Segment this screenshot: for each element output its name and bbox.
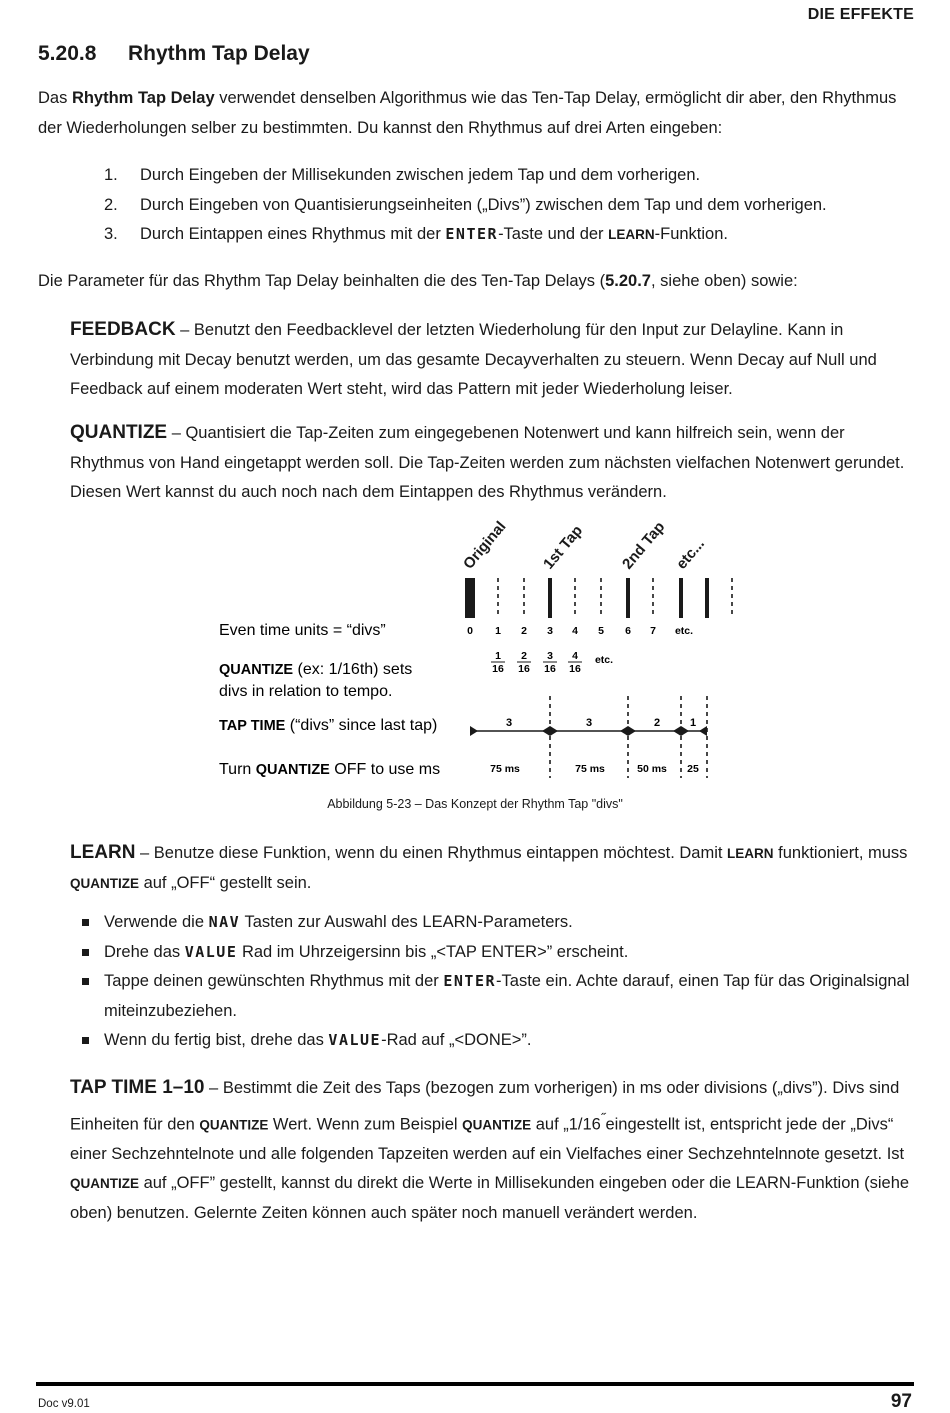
- arrow-head: [681, 726, 689, 736]
- section-number: 5.20.8: [38, 42, 97, 65]
- quantize-paragraph: [70, 418, 915, 508]
- item-text: Wenn du fertig bist, drehe das: [104, 1031, 329, 1049]
- item-text: Rad im Uhrzeigersinn bis „<TAP ENTER>” erscheint.: [237, 942, 629, 961]
- row-label-quantize-line2: divs in relation to tempo.: [219, 683, 393, 700]
- item-text: Tappe deinen gewünschten Rhythmus mit der: [104, 972, 444, 990]
- row-label-taptime: TAP TIME (“divs” since last tap): [219, 717, 438, 734]
- nav-key-label: NAV: [208, 913, 241, 931]
- ms-value: 50 ms: [637, 763, 667, 775]
- arrow-head: [628, 726, 636, 736]
- quantize-label: QUANTIZE: [462, 1117, 532, 1132]
- item-text: Durch Eingeben der Millisekunden zwischen jedem Tap und dem vorherigen.: [140, 166, 701, 184]
- tap-time-value: 1: [689, 717, 697, 729]
- tick-label: etc.: [674, 625, 694, 637]
- tap-pulse: [626, 578, 630, 618]
- taptime-text: eingestellt ist, entspricht jede der „Divs“ einer Sechzehntelnote und alle folgenden Tapzeiten werden auf ein Vielfaches einer Sechzehntelnnote gesetzt. Ist: [70, 1115, 905, 1163]
- item-number: 3.: [104, 225, 118, 243]
- feedback-description: – Benutzt den Feedbacklevel der letzten Wiederholung für den Input zur Delayline. Kann in Verbindung mit Decay benutzt werden, um das gesamte Decayverhalten zu steuern. Wenn Decay auf Null und Feedback auf einem moderaten Wert steht, wird das Pattern mit jeder Wiederholung leiser.: [70, 321, 877, 398]
- learn-text: – Benutze diese Funktion, wenn du einen Rhythmus eintappen möchtest. Damit: [135, 844, 728, 862]
- taptime-text: Wert. Wenn zum Beispiel: [268, 1115, 463, 1133]
- learn-label: LEARN: [727, 846, 774, 861]
- label-original: Original: [460, 518, 510, 573]
- params-intro-text: Die Parameter für das Rhythm Tap Delay beinhalten die des Ten-Tap Delays (: [38, 272, 606, 290]
- fraction-numerator: 3: [547, 650, 553, 662]
- feedback-param-name: FEEDBACK: [70, 319, 176, 340]
- ms-value: 25: [687, 763, 699, 775]
- enter-key-label: ENTER: [445, 225, 499, 243]
- item-number: 2.: [104, 195, 118, 214]
- tap-pulse: [705, 578, 709, 618]
- quantize-label: QUANTIZE: [70, 875, 139, 891]
- arrow-head: [699, 726, 707, 736]
- fraction-denominator: 16: [544, 663, 556, 675]
- learn-text: auf „OFF“ gestellt sein.: [139, 873, 312, 892]
- intro-bold: Rhythm Tap Delay: [71, 89, 215, 107]
- quantize-label: QUANTIZE: [199, 1117, 269, 1132]
- tap-pulse: [679, 578, 683, 618]
- ms-value: 75 ms: [490, 763, 520, 775]
- tick-label: 6: [625, 625, 631, 637]
- fraction-numerator: 2: [521, 650, 527, 662]
- tick-label: 3: [547, 625, 553, 637]
- tap-time-value: 3: [505, 717, 513, 729]
- tick-label: 1: [495, 625, 501, 637]
- arrow-head: [550, 726, 558, 736]
- arrow-head: [673, 726, 681, 736]
- quantize-description: – Quantisiert die Tap-Zeiten zum eingegebenen Notenwert und kann hilfreich sein, wenn der Rhythmus von Hand eingetappt werden soll. Die Tap-Zeiten werden zum nächsten vielfachen Notenwert gerundet. Diesen Wert kannst du auch noch nach dem Eintappen des Rhythmus verändern.: [70, 424, 905, 501]
- fraction-denominator: 16: [492, 663, 504, 675]
- label-1st-tap: 1st Tap: [540, 522, 587, 573]
- row-label-divs: Even time units = “divs”: [219, 622, 386, 639]
- item-number: 1.: [104, 166, 118, 184]
- fraction-numerator: 4: [572, 650, 578, 662]
- tick-label: 7: [650, 625, 656, 637]
- arrow-head: [620, 726, 628, 736]
- original-pulse: [465, 578, 475, 618]
- learn-param-name: LEARN: [70, 842, 136, 863]
- tap-time-value: 2: [653, 717, 661, 729]
- taptime-param-name: TAP TIME 1–10: [70, 1077, 205, 1098]
- tap-pulse: [548, 578, 552, 618]
- value-key-label: VALUE: [184, 942, 238, 961]
- item-text: Durch Eintappen eines Rhythmus mit der: [140, 225, 446, 243]
- list-item: [72, 1026, 917, 1056]
- intro-text: Das: [38, 89, 72, 107]
- row-label-quantize: QUANTIZE (ex: 1/16th) sets: [219, 661, 413, 678]
- list-item: [72, 938, 917, 968]
- page-number: 97: [890, 1391, 912, 1412]
- quantize-label: QUANTIZE: [70, 1176, 139, 1191]
- tap-time-value: 3: [585, 717, 593, 729]
- enter-key-label: ENTER: [443, 972, 497, 990]
- arrow-head: [542, 726, 550, 736]
- list-item: [72, 967, 917, 1026]
- taptime-paragraph: [70, 1073, 915, 1228]
- list-item: [104, 161, 924, 191]
- learn-label: LEARN: [608, 227, 655, 242]
- params-intro-text: , siehe oben) sowie:: [650, 272, 798, 290]
- doc-version: Doc v9.01: [38, 1398, 90, 1410]
- taptime-text: auf „1/16: [531, 1115, 601, 1133]
- tick-label: 5: [598, 625, 604, 637]
- running-header: DIE EFFEKTE: [807, 6, 914, 23]
- item-text: -Taste ein. Achte darauf, einen Tap für das Originalsignal miteinzubeziehen.: [104, 972, 910, 1020]
- taptime-text: auf „OFF” gestellt, kannst du direkt die Werte in Millisekunden eingeben oder die LEARN-Funktion (siehe oben) benutzen. Gelernte Zeiten können auch später noch manuell verändert werden.: [70, 1174, 910, 1222]
- section-title: [38, 42, 310, 66]
- list-item: [72, 908, 917, 938]
- arrow-head: [470, 726, 478, 736]
- label-2nd-tap: 2nd Tap: [619, 518, 669, 573]
- figure-caption: Abbildung 5-23 – Das Konzept der Rhythm Tap "divs": [327, 797, 623, 811]
- tick-label: 4: [572, 625, 578, 637]
- learn-paragraph: [70, 838, 915, 898]
- value-key-label: VALUE: [328, 1031, 382, 1049]
- intro-paragraph: [38, 84, 918, 143]
- taptime-text: – Bestimmt die Zeit des Taps (bezogen zum vorherigen) in ms oder divisions („divs”). Divs sind Einheiten für den: [70, 1079, 900, 1133]
- fraction-etc: etc.: [594, 654, 614, 666]
- method-list: [104, 161, 924, 250]
- quantize-param-name: QUANTIZE: [70, 422, 168, 443]
- fraction-numerator: 1: [495, 650, 501, 662]
- item-text: -Funktion.: [654, 225, 728, 243]
- item-text: Tasten zur Auswahl des LEARN-Parameters.: [240, 913, 573, 931]
- row-label-ms: Turn QUANTIZE OFF to use ms: [219, 761, 441, 778]
- tick-label: 2: [521, 625, 527, 637]
- section-heading: Rhythm Tap Delay: [128, 42, 310, 65]
- feedback-paragraph: [70, 315, 915, 405]
- list-item: [104, 220, 924, 250]
- item-text: -Taste und der: [498, 225, 609, 243]
- params-intro: [38, 267, 918, 297]
- ms-value: 75 ms: [575, 763, 605, 775]
- fraction-denominator: 16: [518, 663, 530, 675]
- footer-rule: [36, 1382, 914, 1386]
- learn-text: funktioniert, muss: [773, 844, 908, 862]
- item-text: Drehe das: [104, 942, 185, 961]
- learn-steps-list: [72, 908, 917, 1056]
- label-etc: etc...: [673, 535, 709, 573]
- item-text: Verwende die: [104, 913, 209, 931]
- item-text: Durch Eingeben von Quantisierungseinheiten („Divs”) zwischen dem Tap und dem vorherigen.: [140, 195, 827, 214]
- intro-text: verwendet denselben Algorithmus wie das Ten-Tap Delay, ermöglicht dir aber, den Rhythmus der Wiederholungen selber zu bestimmten. Du kannst den Rhythmus auf drei Arten eingeben:: [38, 89, 897, 137]
- fraction-denominator: 16: [569, 663, 581, 675]
- section-reference: 5.20.7: [605, 272, 651, 290]
- list-item: [104, 191, 924, 221]
- tick-label: 0: [467, 625, 473, 637]
- item-text: -Rad auf „<DONE>”.: [381, 1031, 532, 1049]
- taptime-superscript: ˝: [600, 1110, 606, 1126]
- rhythm-tap-diagram: [0, 510, 950, 790]
